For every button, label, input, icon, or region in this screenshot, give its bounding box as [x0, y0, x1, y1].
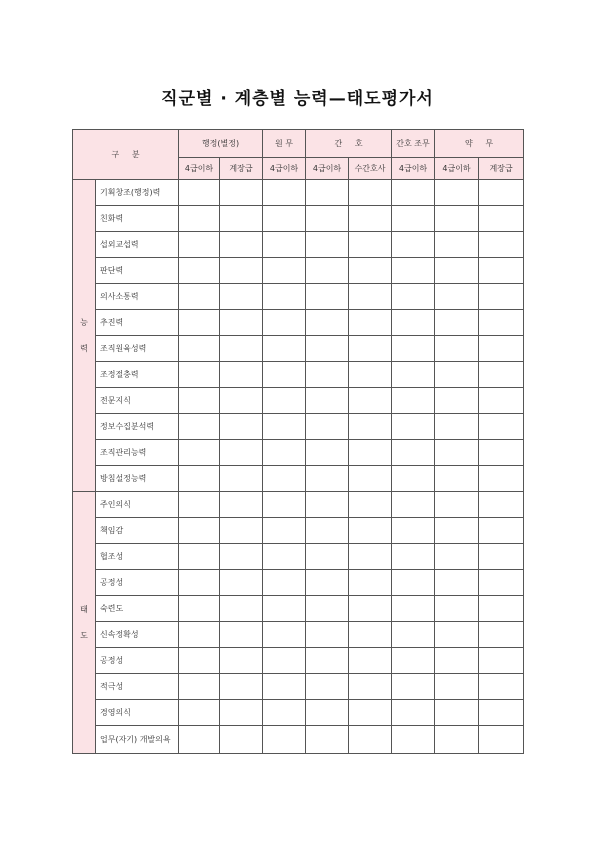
score-cell[interactable]	[179, 518, 220, 544]
table-row	[73, 180, 524, 206]
score-cell[interactable]	[179, 492, 220, 518]
group-header-admin: 행정(별정)	[179, 130, 263, 158]
score-cell[interactable]	[263, 726, 306, 754]
score-cell[interactable]	[220, 362, 263, 388]
score-cell[interactable]	[479, 388, 524, 414]
table-row	[73, 440, 524, 466]
score-cell[interactable]	[179, 284, 220, 310]
subheader-cell: 4급이하	[392, 158, 435, 180]
score-cell[interactable]	[435, 336, 479, 362]
score-cell[interactable]	[479, 596, 524, 622]
score-cell[interactable]	[435, 258, 479, 284]
score-cell[interactable]	[349, 414, 392, 440]
score-cell[interactable]	[263, 518, 306, 544]
table-row	[73, 258, 524, 284]
score-cell[interactable]	[220, 518, 263, 544]
score-cell[interactable]	[435, 726, 479, 754]
score-cell[interactable]	[392, 674, 435, 700]
score-cell[interactable]	[435, 206, 479, 232]
score-cell[interactable]	[392, 284, 435, 310]
score-cell[interactable]	[392, 336, 435, 362]
score-cell[interactable]	[479, 206, 524, 232]
score-cell[interactable]	[392, 648, 435, 674]
item-label: 숙련도	[96, 596, 179, 622]
score-cell[interactable]	[220, 726, 263, 754]
score-cell[interactable]	[479, 310, 524, 336]
item-label: 주인의식	[96, 492, 179, 518]
score-cell[interactable]	[306, 388, 349, 414]
score-cell[interactable]	[435, 466, 479, 492]
score-cell[interactable]	[263, 362, 306, 388]
item-label: 조정절충력	[96, 362, 179, 388]
table-row	[73, 206, 524, 232]
score-cell[interactable]	[392, 596, 435, 622]
category-char: 태	[80, 604, 88, 614]
score-cell[interactable]	[349, 362, 392, 388]
score-cell[interactable]	[435, 310, 479, 336]
score-cell[interactable]	[179, 648, 220, 674]
score-cell[interactable]	[220, 674, 263, 700]
score-cell[interactable]	[479, 544, 524, 570]
score-cell[interactable]	[263, 466, 306, 492]
score-cell[interactable]	[263, 492, 306, 518]
score-cell[interactable]	[263, 700, 306, 726]
score-cell[interactable]	[220, 414, 263, 440]
score-cell[interactable]	[263, 648, 306, 674]
score-cell[interactable]	[392, 232, 435, 258]
score-cell[interactable]	[392, 310, 435, 336]
score-cell[interactable]	[179, 362, 220, 388]
table-row	[73, 544, 524, 570]
score-cell[interactable]	[435, 700, 479, 726]
score-cell[interactable]	[220, 206, 263, 232]
score-cell[interactable]	[349, 518, 392, 544]
score-cell[interactable]	[479, 700, 524, 726]
score-cell[interactable]	[435, 414, 479, 440]
score-cell[interactable]	[220, 622, 263, 648]
table-row	[73, 648, 524, 674]
score-cell[interactable]	[479, 362, 524, 388]
score-cell[interactable]	[263, 180, 306, 206]
table-row	[73, 414, 524, 440]
item-label: 신속정확성	[96, 622, 179, 648]
score-cell[interactable]	[306, 232, 349, 258]
score-cell[interactable]	[349, 284, 392, 310]
score-cell[interactable]	[349, 466, 392, 492]
score-cell[interactable]	[179, 622, 220, 648]
score-cell[interactable]	[479, 674, 524, 700]
table-row	[73, 466, 524, 492]
score-cell[interactable]	[263, 570, 306, 596]
score-cell[interactable]	[479, 726, 524, 754]
score-cell[interactable]	[392, 180, 435, 206]
table-row	[73, 232, 524, 258]
score-cell[interactable]	[392, 518, 435, 544]
score-cell[interactable]	[306, 622, 349, 648]
score-cell[interactable]	[349, 622, 392, 648]
score-cell[interactable]	[220, 648, 263, 674]
score-cell[interactable]	[435, 388, 479, 414]
score-cell[interactable]	[392, 466, 435, 492]
score-cell[interactable]	[179, 258, 220, 284]
score-cell[interactable]	[263, 388, 306, 414]
score-cell[interactable]	[349, 310, 392, 336]
table-row	[73, 622, 524, 648]
category-char: 도	[80, 630, 88, 640]
score-cell[interactable]	[306, 258, 349, 284]
score-cell[interactable]	[263, 206, 306, 232]
item-label: 의사소통력	[96, 284, 179, 310]
score-cell[interactable]	[179, 544, 220, 570]
score-cell[interactable]	[479, 518, 524, 544]
item-label: 방침설정능력	[96, 466, 179, 492]
score-cell[interactable]	[179, 726, 220, 754]
item-label: 기획창조(행정)력	[96, 180, 179, 206]
table-row	[73, 336, 524, 362]
score-cell[interactable]	[435, 596, 479, 622]
score-cell[interactable]	[220, 570, 263, 596]
score-cell[interactable]	[479, 570, 524, 596]
score-cell[interactable]	[435, 570, 479, 596]
score-cell[interactable]	[306, 284, 349, 310]
score-cell[interactable]	[220, 700, 263, 726]
score-cell[interactable]	[263, 544, 306, 570]
item-label: 공정성	[96, 648, 179, 674]
table-row	[73, 700, 524, 726]
score-cell[interactable]	[179, 310, 220, 336]
score-cell[interactable]	[349, 180, 392, 206]
group-header-nursing: 간 호	[306, 130, 392, 158]
score-cell[interactable]	[435, 674, 479, 700]
score-cell[interactable]	[220, 310, 263, 336]
score-cell[interactable]	[349, 726, 392, 754]
score-cell[interactable]	[479, 284, 524, 310]
score-cell[interactable]	[349, 206, 392, 232]
score-cell[interactable]	[435, 284, 479, 310]
score-cell[interactable]	[306, 206, 349, 232]
score-cell[interactable]	[392, 700, 435, 726]
group-header-nursing-aide: 간호 조무	[392, 130, 435, 158]
score-cell[interactable]	[179, 440, 220, 466]
item-label: 적극성	[96, 674, 179, 700]
score-cell[interactable]	[220, 544, 263, 570]
page-title: 직군별 · 계층별 능력—태도평가서	[161, 89, 434, 109]
category-char: 능	[80, 317, 88, 327]
score-cell[interactable]	[306, 596, 349, 622]
score-cell[interactable]	[306, 700, 349, 726]
score-cell[interactable]	[306, 674, 349, 700]
score-cell[interactable]	[306, 362, 349, 388]
score-cell[interactable]	[306, 440, 349, 466]
table-row	[73, 596, 524, 622]
score-cell[interactable]	[479, 414, 524, 440]
score-cell[interactable]	[306, 310, 349, 336]
score-cell[interactable]	[435, 180, 479, 206]
score-cell[interactable]	[179, 206, 220, 232]
score-cell[interactable]	[179, 674, 220, 700]
subheader-cell: 계장급	[479, 158, 524, 180]
subheader-cell: 4급이하	[263, 158, 306, 180]
score-cell[interactable]	[220, 492, 263, 518]
score-cell[interactable]	[435, 362, 479, 388]
score-cell[interactable]	[263, 440, 306, 466]
score-cell[interactable]	[263, 258, 306, 284]
item-label: 조직원육성력	[96, 336, 179, 362]
item-label: 책임감	[96, 518, 179, 544]
score-cell[interactable]	[392, 206, 435, 232]
group-header-pharmacy: 약 무	[435, 130, 524, 158]
score-cell[interactable]	[479, 440, 524, 466]
subheader-cell: 4급이하	[179, 158, 220, 180]
score-cell[interactable]	[349, 570, 392, 596]
score-cell[interactable]	[306, 492, 349, 518]
score-cell[interactable]	[392, 544, 435, 570]
item-label: 공정성	[96, 570, 179, 596]
subheader-cell: 4급이하	[306, 158, 349, 180]
table-row	[73, 492, 524, 518]
score-cell[interactable]	[220, 466, 263, 492]
score-cell[interactable]	[220, 596, 263, 622]
score-cell[interactable]	[479, 492, 524, 518]
score-cell[interactable]	[392, 570, 435, 596]
score-cell[interactable]	[392, 388, 435, 414]
score-cell[interactable]	[349, 388, 392, 414]
group-header-records: 원 무	[263, 130, 306, 158]
score-cell[interactable]	[349, 258, 392, 284]
item-label: 추진력	[96, 310, 179, 336]
score-cell[interactable]	[306, 726, 349, 754]
subheader-cell: 계장급	[220, 158, 263, 180]
score-cell[interactable]	[220, 232, 263, 258]
item-label: 정보수집분석력	[96, 414, 179, 440]
score-cell[interactable]	[392, 726, 435, 754]
table-row	[73, 570, 524, 596]
score-cell[interactable]	[479, 336, 524, 362]
score-cell[interactable]	[179, 466, 220, 492]
item-label: 경영의식	[96, 700, 179, 726]
score-cell[interactable]	[392, 440, 435, 466]
item-label: 섭외교섭력	[96, 232, 179, 258]
score-cell[interactable]	[479, 648, 524, 674]
item-label: 전문지식	[96, 388, 179, 414]
score-cell[interactable]	[263, 596, 306, 622]
score-cell[interactable]	[479, 180, 524, 206]
score-cell[interactable]	[263, 622, 306, 648]
score-cell[interactable]	[306, 414, 349, 440]
score-cell[interactable]	[435, 648, 479, 674]
score-cell[interactable]	[306, 570, 349, 596]
table-row	[73, 362, 524, 388]
score-cell[interactable]	[392, 414, 435, 440]
category-char: 력	[80, 343, 88, 353]
score-cell[interactable]	[349, 648, 392, 674]
score-cell[interactable]	[263, 674, 306, 700]
score-cell[interactable]	[435, 518, 479, 544]
score-cell[interactable]	[392, 622, 435, 648]
score-cell[interactable]	[479, 466, 524, 492]
score-cell[interactable]	[349, 596, 392, 622]
score-cell[interactable]	[263, 310, 306, 336]
item-label: 업무(자기) 개발의욕	[96, 726, 179, 754]
score-cell[interactable]	[263, 232, 306, 258]
score-cell[interactable]	[179, 570, 220, 596]
score-cell[interactable]	[349, 544, 392, 570]
score-cell[interactable]	[306, 518, 349, 544]
score-cell[interactable]	[435, 232, 479, 258]
score-cell[interactable]	[306, 466, 349, 492]
subheader-cell: 4급이하	[435, 158, 479, 180]
score-cell[interactable]	[435, 622, 479, 648]
score-cell[interactable]	[263, 414, 306, 440]
score-cell[interactable]	[179, 700, 220, 726]
score-cell[interactable]	[349, 232, 392, 258]
category-cell	[73, 180, 96, 492]
table-row	[73, 310, 524, 336]
item-label: 친화력	[96, 206, 179, 232]
item-label: 판단력	[96, 258, 179, 284]
score-cell[interactable]	[263, 336, 306, 362]
score-cell[interactable]	[306, 544, 349, 570]
score-cell[interactable]	[349, 700, 392, 726]
table-row	[73, 284, 524, 310]
subheader-cell: 수간호사	[349, 158, 392, 180]
table-row	[73, 674, 524, 700]
score-cell[interactable]	[392, 492, 435, 518]
score-cell[interactable]	[220, 440, 263, 466]
score-cell[interactable]	[392, 362, 435, 388]
score-cell[interactable]	[220, 258, 263, 284]
category-cell	[73, 492, 96, 754]
score-cell[interactable]	[179, 232, 220, 258]
score-cell[interactable]	[306, 336, 349, 362]
score-cell[interactable]	[435, 440, 479, 466]
score-cell[interactable]	[479, 622, 524, 648]
score-cell[interactable]	[179, 336, 220, 362]
score-cell[interactable]	[220, 388, 263, 414]
evaluation-table	[72, 129, 524, 754]
score-cell[interactable]	[349, 336, 392, 362]
score-cell[interactable]	[220, 336, 263, 362]
score-cell[interactable]	[306, 180, 349, 206]
score-cell[interactable]	[306, 648, 349, 674]
division-header: 구 분	[73, 130, 179, 180]
score-cell[interactable]	[392, 258, 435, 284]
score-cell[interactable]	[349, 674, 392, 700]
score-cell[interactable]	[179, 388, 220, 414]
item-label: 협조성	[96, 544, 179, 570]
table-row	[73, 388, 524, 414]
score-cell[interactable]	[179, 596, 220, 622]
score-cell[interactable]	[220, 180, 263, 206]
score-cell[interactable]	[435, 544, 479, 570]
table-row	[73, 726, 524, 754]
score-cell[interactable]	[220, 284, 263, 310]
table-row	[73, 518, 524, 544]
score-cell[interactable]	[349, 492, 392, 518]
score-cell[interactable]	[179, 180, 220, 206]
item-label: 조직관리능력	[96, 440, 179, 466]
score-cell[interactable]	[479, 258, 524, 284]
score-cell[interactable]	[179, 414, 220, 440]
table-body	[73, 180, 524, 754]
score-cell[interactable]	[479, 232, 524, 258]
score-cell[interactable]	[349, 440, 392, 466]
score-cell[interactable]	[435, 492, 479, 518]
score-cell[interactable]	[263, 284, 306, 310]
